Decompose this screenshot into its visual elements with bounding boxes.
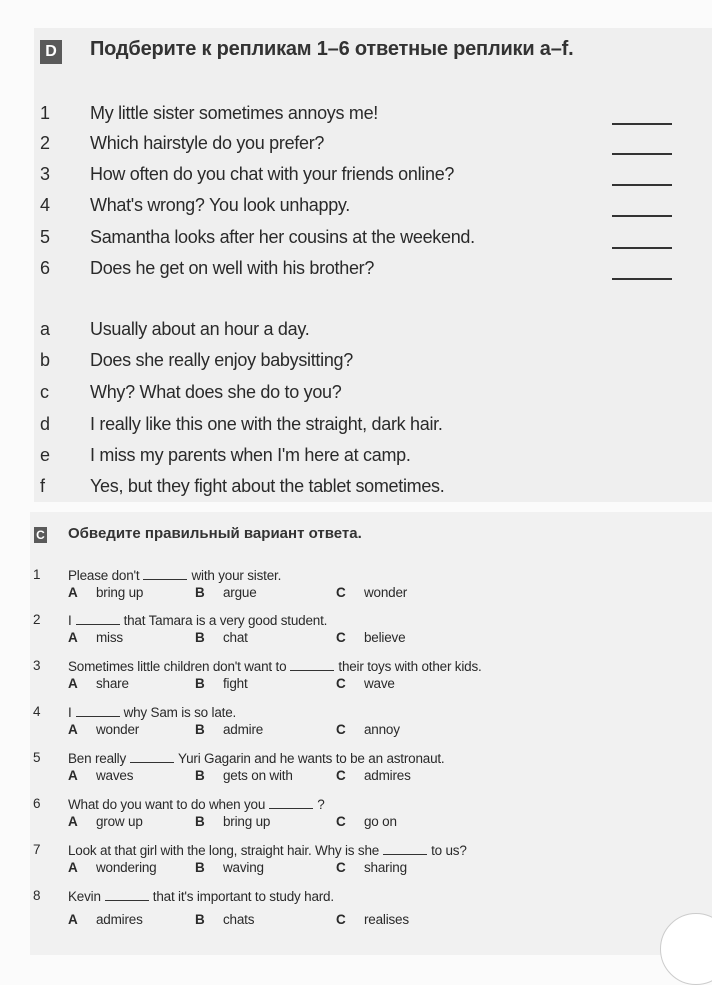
response-letter: f	[40, 476, 45, 496]
question-number: 7	[33, 842, 41, 857]
answer-options	[68, 722, 468, 740]
answer-options	[68, 676, 468, 694]
question-number: 8	[33, 888, 41, 903]
option-word: admires	[96, 912, 143, 927]
answer-blank[interactable]	[612, 278, 672, 280]
option-word: wave	[364, 676, 395, 691]
option-word: bring up	[96, 585, 144, 600]
answer-gap[interactable]	[130, 750, 174, 763]
option-letter: B	[195, 630, 205, 645]
answer-options	[68, 585, 468, 603]
option-letter: B	[195, 912, 205, 927]
question-text-after: their toys with other kids.	[338, 659, 482, 674]
question-text-before: Look at that girl with the long, straight hair. Why is she	[68, 843, 380, 858]
option-word: miss	[96, 630, 123, 645]
option-word: wonder	[364, 585, 408, 600]
prompt-text: What's wrong? You look unhappy.	[90, 195, 350, 215]
option-word: go on	[364, 814, 397, 829]
question-text-before: What do you want to do when you	[68, 797, 266, 812]
response-letter: d	[40, 414, 50, 434]
section-d-heading: Подберите к репликам 1–6 ответные реплики a–f.	[90, 38, 574, 60]
response-text: I really like this one with the straight, dark hair.	[90, 414, 443, 434]
option-letter: A	[68, 676, 78, 691]
section-c-heading: Обведите правильный вариант ответа.	[68, 525, 362, 542]
option-word: waving	[223, 860, 264, 875]
question-text	[68, 888, 334, 904]
response-text: I miss my parents when I'm here at camp.	[90, 445, 411, 465]
answer-gap[interactable]	[269, 796, 313, 809]
option-letter: B	[195, 768, 205, 783]
option-letter: B	[195, 814, 205, 829]
option-letter: C	[336, 912, 346, 927]
question-text-after: with your sister.	[191, 568, 282, 583]
option-letter: C	[336, 860, 346, 875]
response-text: Does she really enjoy babysitting?	[90, 350, 353, 370]
question-text-after: that it's important to study hard.	[152, 889, 334, 904]
question-text-before: I	[68, 705, 72, 720]
prompt-text: Does he get on well with his brother?	[90, 258, 375, 278]
response-letter: c	[40, 382, 49, 402]
prompt-text: Samantha looks after her cousins at the weekend.	[90, 227, 475, 247]
answer-gap[interactable]	[143, 567, 187, 580]
question-text-before: Please don't	[68, 568, 140, 583]
question-text-after: ?	[317, 797, 325, 812]
section-c-badge: C	[34, 527, 47, 543]
page-curl	[660, 913, 712, 985]
answer-blank[interactable]	[612, 123, 672, 125]
question-text-before: Sometimes little children don't want to	[68, 659, 287, 674]
question-text-after: to us?	[431, 843, 467, 858]
prompt-number: 2	[40, 133, 50, 153]
response-text: Why? What does she do to you?	[90, 382, 342, 402]
question-text	[68, 842, 467, 858]
answer-options	[68, 814, 468, 832]
answer-blank[interactable]	[612, 247, 672, 249]
option-word: fight	[223, 676, 248, 691]
prompt-number: 5	[40, 227, 50, 247]
option-letter: B	[195, 585, 205, 600]
question-text	[68, 658, 482, 674]
prompt-number: 1	[40, 103, 50, 123]
answer-options	[68, 860, 468, 878]
response-letter: a	[40, 319, 50, 339]
answer-blank[interactable]	[612, 215, 672, 217]
question-number: 1	[33, 567, 41, 582]
option-word: chat	[223, 630, 248, 645]
option-letter: B	[195, 860, 205, 875]
question-text	[68, 796, 325, 812]
option-letter: B	[195, 676, 205, 691]
option-word: bring up	[223, 814, 271, 829]
question-number: 2	[33, 612, 41, 627]
answer-gap[interactable]	[76, 704, 120, 717]
question-text-after: Yuri Gagarin and he wants to be an astronaut.	[178, 751, 445, 766]
prompt-text: How often do you chat with your friends online?	[90, 164, 455, 184]
answer-options	[68, 768, 468, 786]
question-text-before: Kevin	[68, 889, 101, 904]
option-word: gets on with	[223, 768, 293, 783]
question-text-before: Ben really	[68, 751, 127, 766]
option-word: wondering	[96, 860, 157, 875]
response-letter: e	[40, 445, 50, 465]
section-d-badge: D	[40, 40, 62, 64]
prompt-number: 3	[40, 164, 50, 184]
question-text	[68, 567, 281, 583]
question-number: 5	[33, 750, 41, 765]
option-word: argue	[223, 585, 257, 600]
question-text	[68, 750, 444, 766]
option-word: admires	[364, 768, 411, 783]
option-letter: A	[68, 630, 78, 645]
option-word: grow up	[96, 814, 143, 829]
answer-blank[interactable]	[612, 184, 672, 186]
answer-options	[68, 912, 468, 930]
option-word: chats	[223, 912, 255, 927]
option-letter: A	[68, 768, 78, 783]
option-word: realises	[364, 912, 409, 927]
option-letter: C	[336, 585, 346, 600]
option-word: believe	[364, 630, 406, 645]
option-letter: C	[336, 630, 346, 645]
response-text: Yes, but they fight about the tablet sometimes.	[90, 476, 445, 496]
option-letter: C	[336, 768, 346, 783]
response-letter: b	[40, 350, 50, 370]
option-word: annoy	[364, 722, 400, 737]
prompt-text: My little sister sometimes annoys me!	[90, 103, 378, 123]
answer-gap[interactable]	[105, 888, 149, 901]
option-letter: A	[68, 814, 78, 829]
option-letter: C	[336, 676, 346, 691]
question-text-before: I	[68, 613, 72, 628]
option-letter: A	[68, 585, 78, 600]
question-text	[68, 612, 327, 628]
option-word: sharing	[364, 860, 407, 875]
question-text	[68, 704, 236, 720]
response-text: Usually about an hour a day.	[90, 319, 310, 339]
option-word: admire	[223, 722, 264, 737]
prompt-number: 6	[40, 258, 50, 278]
option-letter: C	[336, 814, 346, 829]
option-letter: A	[68, 912, 78, 927]
option-letter: A	[68, 860, 78, 875]
prompt-text: Which hairstyle do you prefer?	[90, 133, 325, 153]
answer-gap[interactable]	[383, 842, 427, 855]
question-number: 4	[33, 704, 41, 719]
question-number: 3	[33, 658, 41, 673]
answer-options	[68, 630, 468, 648]
option-word: wonder	[96, 722, 140, 737]
answer-gap[interactable]	[290, 658, 334, 671]
option-word: waves	[96, 768, 134, 783]
question-text-after: that Tamara is a very good student.	[123, 613, 328, 628]
question-text-after: why Sam is so late.	[123, 705, 237, 720]
question-number: 6	[33, 796, 41, 811]
prompt-number: 4	[40, 195, 50, 215]
option-letter: A	[68, 722, 78, 737]
option-letter: C	[336, 722, 346, 737]
answer-gap[interactable]	[76, 612, 120, 625]
answer-blank[interactable]	[612, 153, 672, 155]
option-word: share	[96, 676, 129, 691]
option-letter: B	[195, 722, 205, 737]
